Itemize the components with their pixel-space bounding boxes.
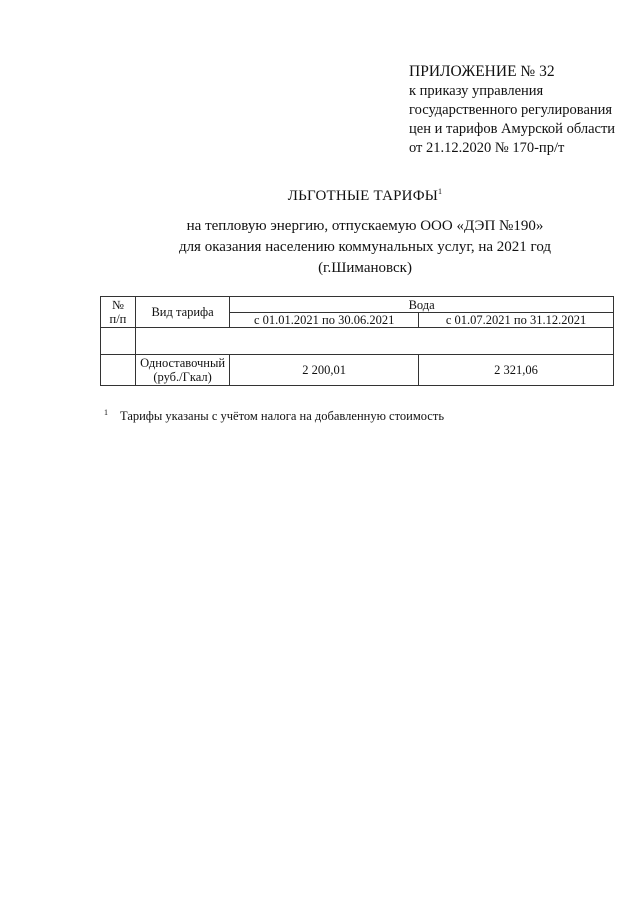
row-tariff-kind [135, 355, 229, 386]
footnote-mark: 1 [104, 408, 108, 417]
footnote-text: Тарифы указаны с учётом налога на добавленную стоимость [120, 409, 445, 424]
subtitle-line: для оказания населению коммунальных услуг, на 2021 год [178, 239, 552, 255]
header-period-1: с 01.01.2021 по 30.06.2021 [230, 313, 419, 328]
header-number [101, 297, 136, 328]
header-tariff-kind: Вид тарифа [135, 297, 229, 328]
table-row [101, 355, 614, 386]
appendix-line: к приказу управления [409, 83, 544, 99]
row-number [101, 355, 136, 386]
row-value-period-1: 2 200,01 [230, 355, 419, 386]
tariff-table [100, 296, 614, 386]
empty-cell [101, 328, 136, 355]
document-subtitle [0, 216, 640, 279]
header-group-water: Вода [230, 297, 614, 313]
header-period-2: с 01.07.2021 по 31.12.2021 [419, 313, 614, 328]
subtitle-line: на тепловую энергию, отпускаемую ООО «ДЭП №190» [186, 218, 544, 234]
empty-cell [135, 328, 613, 355]
appendix-block [409, 62, 637, 158]
footnote [104, 408, 624, 424]
subtitle-line: (г.Шимановск) [318, 260, 412, 276]
document-title-text: ЛЬГОТНЫЕ ТАРИФЫ [287, 188, 439, 204]
row-value-period-2: 2 321,06 [419, 355, 614, 386]
appendix-line: от 21.12.2020 № 170-пр/т [409, 140, 565, 156]
title-footnote-mark: 1 [438, 187, 443, 196]
header-number-line: п/п [109, 312, 127, 326]
row-tariff-kind-line: (руб./Гкал) [153, 370, 212, 384]
row-tariff-kind-line: Одноставочный [140, 356, 226, 370]
appendix-line: государственного регулирования [409, 102, 613, 118]
document-title [0, 188, 640, 205]
appendix-line: цен и тарифов Амурской области [409, 121, 616, 137]
appendix-title: ПРИЛОЖЕНИЕ № 32 [409, 63, 555, 80]
header-number-line: № [111, 298, 124, 312]
